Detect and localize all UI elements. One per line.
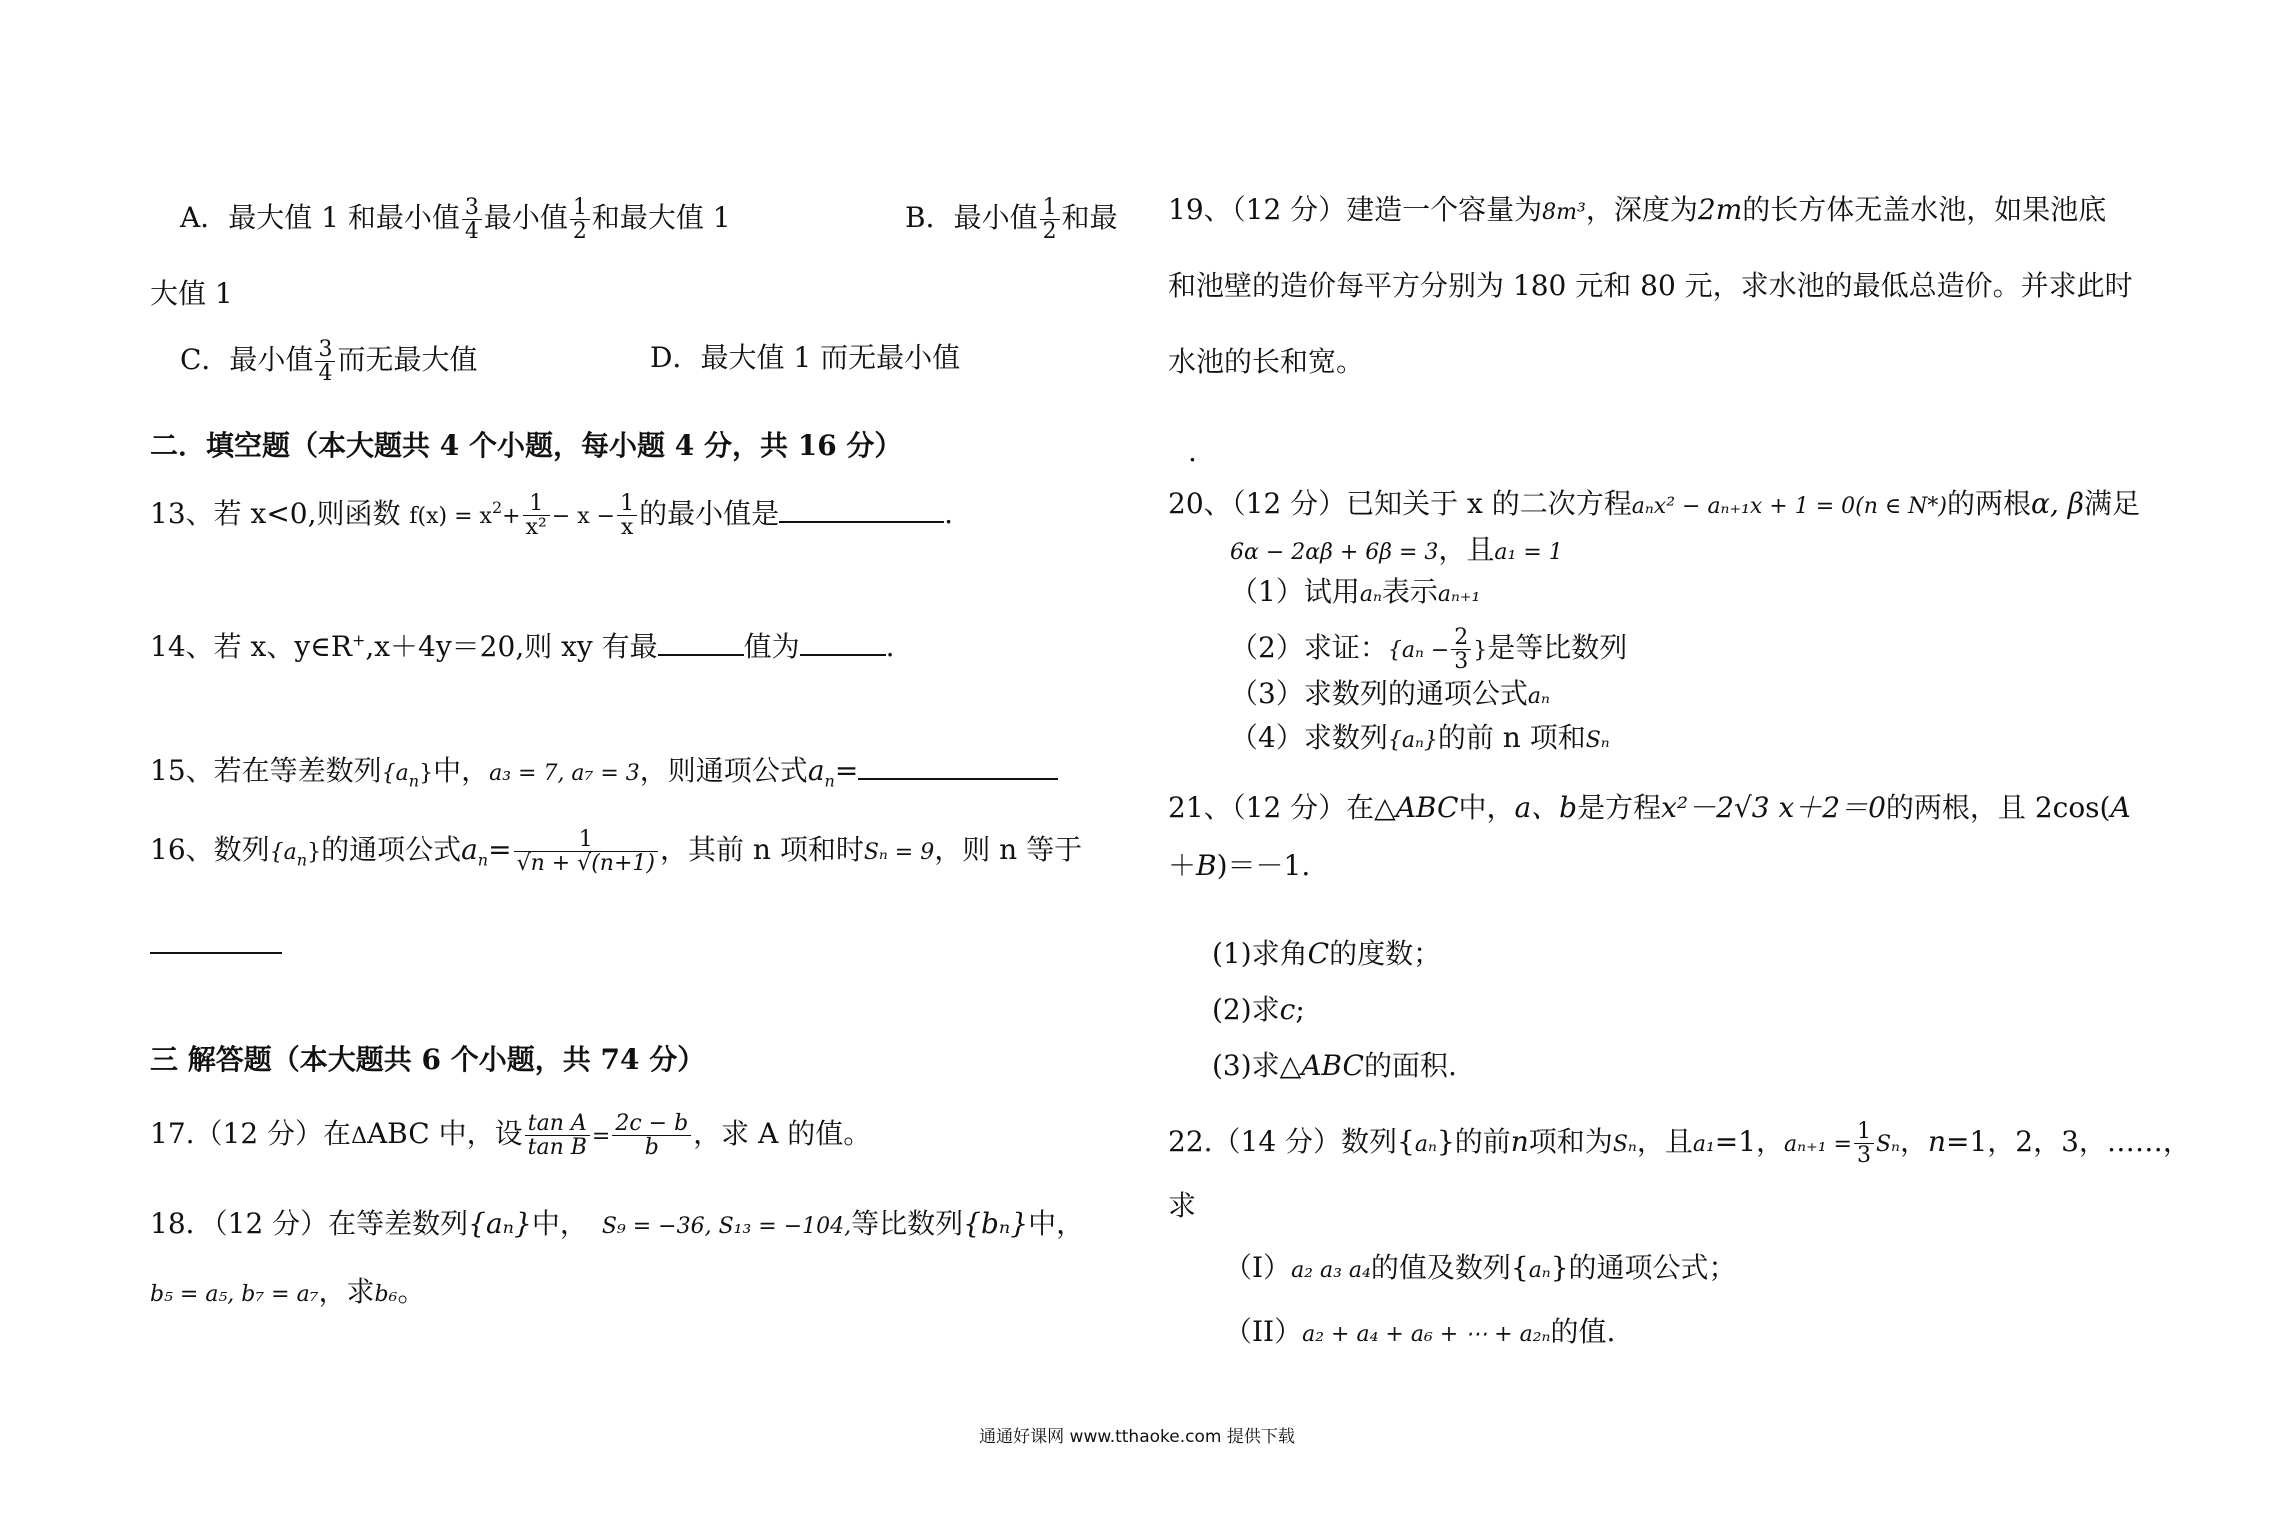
q21-equation: x²－2√3 x＋2＝0 bbox=[1661, 791, 1886, 824]
q21-p2-text: (2)求 bbox=[1212, 993, 1280, 1026]
q20-p2-frac bbox=[1451, 626, 1471, 673]
q14-sup: + bbox=[351, 630, 366, 650]
q22-post: ， bbox=[1899, 1125, 1928, 1159]
q20-p4-mid: 的前 n 项和 bbox=[1437, 721, 1586, 754]
q17-mid: ABC 中，设 bbox=[366, 1117, 523, 1151]
q21-post: 的两根，且 2cos( bbox=[1885, 791, 2111, 824]
frac-num: 3 bbox=[462, 196, 482, 220]
q16-seq: {a bbox=[269, 840, 297, 866]
q17-triangle: Δ bbox=[351, 1124, 367, 1150]
q16-an: a bbox=[461, 833, 478, 867]
q15-cond: a₃ = 7, a₇ = 3 bbox=[489, 761, 640, 786]
q20-line2 bbox=[1230, 533, 1563, 566]
q20-p4-text: （4）求数列 bbox=[1230, 721, 1388, 754]
q18-line2-end: 。 bbox=[397, 1275, 426, 1308]
q16-mid: 的通项公式 bbox=[321, 833, 462, 867]
q22-p2-sum: a₂ + a₄ + a₆ + ⋯ + a₂ₙ bbox=[1302, 1322, 1551, 1347]
q21-ab: a、b bbox=[1514, 791, 1578, 824]
q20-part3 bbox=[1230, 677, 1550, 710]
q22-line2: 求 bbox=[1168, 1189, 1197, 1222]
q21-p2-post: ; bbox=[1295, 993, 1305, 1026]
q15-post: ，则通项公式 bbox=[639, 754, 808, 787]
q16-answer-blank[interactable] bbox=[150, 926, 282, 959]
q15-mid: 中， bbox=[433, 754, 490, 787]
q12-b-post: 和最 bbox=[1061, 201, 1118, 235]
q16-blank-line[interactable] bbox=[150, 926, 282, 954]
q21-mid: 中， bbox=[1458, 791, 1515, 824]
q16-frac bbox=[514, 828, 658, 875]
q17 bbox=[150, 1112, 871, 1159]
q13-end: . bbox=[944, 497, 953, 531]
frac-num: 2 bbox=[1451, 626, 1471, 650]
q17-post: ，求 A 的值。 bbox=[693, 1117, 872, 1151]
q22-end: =1，2，3，……， bbox=[1946, 1125, 2191, 1159]
q12-a-frac1 bbox=[462, 196, 482, 243]
frac-den: x bbox=[620, 515, 634, 541]
q22-part2 bbox=[1224, 1315, 1616, 1348]
q22-p1-text: （I） bbox=[1224, 1251, 1292, 1284]
q22-p1-mid: 的值及数列{ bbox=[1370, 1251, 1529, 1284]
q20-line1 bbox=[1168, 487, 2140, 520]
q21-p3-abc: ABC bbox=[1301, 1049, 1364, 1082]
q21-abc: ABC bbox=[1395, 791, 1459, 824]
q19-volume: 8m³ bbox=[1542, 200, 1586, 225]
q12-option-d: D．最大值 1 而无最小值 bbox=[650, 341, 961, 374]
q21-l2-post: )＝－1. bbox=[1216, 849, 1311, 882]
frac-den: x² bbox=[525, 515, 547, 541]
q13 bbox=[150, 492, 953, 539]
q15-answer-blank[interactable] bbox=[858, 752, 1058, 780]
q22-text: 22.（14 分）数列{ bbox=[1168, 1125, 1415, 1159]
q20-p2-seq: {aₙ − bbox=[1387, 638, 1450, 664]
q22-an1: aₙ₊₁ = bbox=[1784, 1132, 1852, 1158]
frac-den: 3 bbox=[1856, 1143, 1871, 1169]
q15-an-sub: n bbox=[824, 771, 835, 791]
q21-p2-c: c bbox=[1279, 993, 1296, 1026]
q18-b6: b₆ bbox=[374, 1282, 398, 1307]
q12-a-post: 和最大值 1 bbox=[591, 201, 731, 235]
q13-func: f(x) = x bbox=[409, 504, 492, 530]
q19-line1 bbox=[1168, 193, 2107, 226]
frac-den: 2 bbox=[572, 219, 587, 245]
q12-c-text: C．最小值 bbox=[180, 343, 314, 377]
q21-A: A bbox=[2110, 791, 2131, 824]
q14-blank-2[interactable] bbox=[800, 628, 886, 656]
section2-title: 二．填空题（本大题共 4 个小题，每小题 4 分，共 16 分） bbox=[150, 429, 903, 462]
q22-mid: }的前 bbox=[1436, 1125, 1511, 1159]
q21-part1 bbox=[1212, 937, 1442, 970]
frac-den: √n + √(n+1) bbox=[516, 851, 655, 877]
q22-sn: Sₙ bbox=[1612, 1132, 1637, 1158]
q16-eq: = bbox=[488, 833, 512, 867]
q12-option-b-cont: 大值 1 bbox=[150, 277, 233, 310]
q22-an: aₙ bbox=[1414, 1132, 1437, 1158]
stray-dot: . bbox=[1188, 435, 1197, 468]
q18-line2 bbox=[150, 1275, 426, 1308]
q20-p3-text: （3）求数列的通项公式 bbox=[1230, 677, 1528, 710]
q15-an: a bbox=[807, 754, 825, 787]
q20-a1: a₁ = 1 bbox=[1494, 540, 1563, 565]
q12-a-text: A．最大值 1 和最小值 bbox=[180, 201, 460, 235]
q22-n: n bbox=[1510, 1125, 1529, 1159]
q18-line1 bbox=[150, 1207, 1085, 1240]
q16-text: 16、数列 bbox=[150, 833, 270, 867]
q19-depth: 2m bbox=[1697, 193, 1743, 226]
q18-text: 18．（12 分）在等差数列 bbox=[150, 1207, 469, 1240]
q21-plus: ＋ bbox=[1168, 849, 1197, 882]
q12-a-mid: 最小值 bbox=[483, 201, 568, 235]
q13-answer-blank[interactable] bbox=[779, 495, 944, 523]
frac-den: 4 bbox=[464, 219, 479, 245]
q15 bbox=[150, 752, 1058, 790]
q20-p2-text: （2）求证： bbox=[1230, 631, 1388, 665]
q19-post: 的长方体无盖水池，如果池底 bbox=[1742, 193, 2107, 226]
q14 bbox=[150, 628, 895, 661]
q22-p1-an: aₙ bbox=[1528, 1258, 1551, 1283]
q16-seq-sub: n bbox=[296, 850, 308, 870]
q20-cond: 6α − 2αβ + 6β = 3 bbox=[1230, 540, 1439, 565]
q12-b-frac bbox=[1040, 196, 1060, 243]
frac-den: tan B bbox=[527, 1135, 587, 1161]
q12-option-a bbox=[180, 196, 731, 243]
q15-text: 15、若在等差数列 bbox=[150, 754, 382, 787]
q21-part2 bbox=[1212, 993, 1305, 1026]
q17-eq: = bbox=[591, 1124, 611, 1150]
q21-p1-C: C bbox=[1307, 937, 1330, 970]
q20-roots: α, β bbox=[2031, 487, 2084, 520]
q18-cond: S₉ = −36, S₁₃ = −104, bbox=[601, 1214, 852, 1239]
q16-end: ，则 n 等于 bbox=[934, 833, 1083, 867]
q20-p3-an: aₙ bbox=[1527, 684, 1550, 709]
q16-post: ，其前 n 项和时 bbox=[659, 833, 864, 867]
q21-p1-text: (1)求角 bbox=[1212, 937, 1308, 970]
q21-p3-text: (3)求△ bbox=[1212, 1049, 1302, 1082]
section3-title: 三 解答题（本大题共 6 个小题，共 74 分） bbox=[150, 1043, 706, 1076]
q19-line3: 水池的长和宽。 bbox=[1168, 345, 1365, 378]
q21-line1 bbox=[1168, 791, 2131, 824]
q12-b-text: B．最小值 bbox=[905, 201, 1038, 235]
q19-mid: ，深度为 bbox=[1585, 193, 1698, 226]
q20-equation: aₙx² − aₙ₊₁x + 1 = 0(n ∈ N*) bbox=[1631, 494, 1948, 519]
q13-frac2 bbox=[617, 492, 637, 539]
frac-den: 3 bbox=[1454, 649, 1469, 675]
q18-seq: {aₙ} bbox=[468, 1207, 532, 1240]
q20-part2 bbox=[1230, 626, 1627, 673]
q20-p1-an1: aₙ₊₁ bbox=[1437, 582, 1481, 607]
frac-num: 3 bbox=[315, 338, 335, 362]
q13-text: 13、若 x<0,则函数 bbox=[150, 497, 401, 531]
q18-seq2: {bₙ} bbox=[963, 1207, 1029, 1240]
q20-p1-an: aₙ bbox=[1359, 582, 1382, 607]
q12-option-c bbox=[180, 338, 477, 385]
q20-p4-sn: Sₙ bbox=[1585, 728, 1610, 753]
q20-p1-text: （1）试用 bbox=[1230, 575, 1360, 608]
q18-mid: 中， bbox=[531, 1207, 588, 1240]
q22-n2: n bbox=[1927, 1125, 1946, 1159]
q20-p2-post: 是等比数列 bbox=[1487, 631, 1628, 665]
q20-end: 满足 bbox=[2083, 487, 2140, 520]
q20-p4-seq: {aₙ} bbox=[1387, 728, 1438, 753]
q22-p2-post: 的值. bbox=[1550, 1315, 1616, 1348]
q17-frac2 bbox=[612, 1112, 691, 1159]
q22-a1: a₁ bbox=[1692, 1132, 1715, 1158]
q20-part1 bbox=[1230, 575, 1481, 608]
q17-text: 17.（12 分）在 bbox=[150, 1117, 352, 1151]
q15-seq-end: } bbox=[419, 761, 434, 786]
q13-minus: − x − bbox=[551, 504, 616, 530]
q22-frac bbox=[1854, 1120, 1874, 1167]
q14-end: . bbox=[885, 630, 895, 663]
q22-p1-terms: a₂ a₃ a₄ bbox=[1291, 1258, 1371, 1283]
q16 bbox=[150, 828, 1082, 875]
q21-p3-post: 的面积. bbox=[1363, 1049, 1457, 1082]
frac-den: 4 bbox=[318, 361, 333, 387]
q22-mid4: =1， bbox=[1714, 1125, 1785, 1159]
q20-p1-mid: 表示 bbox=[1381, 575, 1438, 608]
q16-sn: Sₙ = 9 bbox=[863, 840, 935, 866]
q21-mid2: 是方程 bbox=[1577, 791, 1662, 824]
q20-part4 bbox=[1230, 721, 1610, 754]
q14-blank-1[interactable] bbox=[658, 628, 744, 656]
frac-num: 1 bbox=[1040, 196, 1060, 220]
q21-B: B bbox=[1196, 849, 1217, 882]
q18-post: 等比数列 bbox=[851, 1207, 964, 1240]
q12-option-b bbox=[905, 196, 1118, 243]
q13-plus: + bbox=[502, 504, 521, 530]
q22-mid3: ，且 bbox=[1636, 1125, 1693, 1159]
q21-text: 21、（12 分）在△ bbox=[1168, 791, 1396, 824]
q18-end: 中， bbox=[1028, 1207, 1085, 1240]
q12-c-frac bbox=[315, 338, 335, 385]
q13-post: 的最小值是 bbox=[639, 497, 780, 531]
q22-line1 bbox=[1168, 1120, 2191, 1167]
q13-frac1 bbox=[523, 492, 550, 539]
q21-part3 bbox=[1212, 1049, 1457, 1082]
frac-den: b bbox=[644, 1135, 659, 1161]
q19-text: 19、（12 分）建造一个容量为 bbox=[1168, 193, 1543, 226]
q16-an-sub: n bbox=[477, 850, 489, 870]
frac-num: 1 bbox=[514, 828, 658, 852]
frac-num: 1 bbox=[570, 196, 590, 220]
frac-num: 1 bbox=[523, 492, 550, 516]
q22-part1 bbox=[1224, 1251, 1737, 1284]
frac-num: 1 bbox=[617, 492, 637, 516]
q17-frac1 bbox=[525, 1112, 590, 1159]
q15-seq-sub: n bbox=[408, 771, 420, 791]
q22-p1-post: }的通项公式； bbox=[1550, 1251, 1737, 1284]
q16-seq-end: } bbox=[307, 840, 322, 866]
q14-mid: ,x＋4y＝20,则 xy 有最 bbox=[365, 630, 658, 663]
q20-post: 的两根 bbox=[1947, 487, 2032, 520]
q12-a-frac2 bbox=[570, 196, 590, 243]
frac-num: 1 bbox=[1854, 1120, 1874, 1144]
q21-p1-post: 的度数； bbox=[1329, 937, 1442, 970]
q18-line2-post: ，求 bbox=[318, 1275, 375, 1308]
q22-mid2: 项和为 bbox=[1528, 1125, 1613, 1159]
q19-line2: 和池壁的造价每平方分别为 180 元和 80 元，求水池的最低总造价。并求此时 bbox=[1168, 269, 2133, 302]
q12-c-post: 而无最大值 bbox=[337, 343, 478, 377]
q13-sq: 2 bbox=[491, 497, 503, 517]
q18-line2-cond: b₅ = a₅, b₇ = a₇ bbox=[150, 1282, 319, 1307]
q15-eq: = bbox=[834, 754, 859, 787]
frac-num: 2c − b bbox=[612, 1112, 691, 1136]
q15-seq: {a bbox=[381, 761, 409, 786]
q22-sn2: Sₙ bbox=[1875, 1132, 1900, 1158]
q14-mid2: 值为 bbox=[743, 630, 800, 663]
q20-p2-seq-end: } bbox=[1473, 638, 1488, 664]
frac-den: 2 bbox=[1042, 219, 1057, 245]
q20-text: 20、（12 分）已知关于 x 的二次方程 bbox=[1168, 487, 1632, 520]
q20-l2-post: ，且 bbox=[1438, 533, 1495, 566]
frac-num: tan A bbox=[525, 1112, 590, 1136]
q22-p2-text: （II） bbox=[1224, 1315, 1303, 1348]
q21-line2 bbox=[1168, 849, 1311, 882]
page-footer: 通通好课网 www.tthaoke.com 提供下载 bbox=[979, 1427, 1295, 1447]
q14-text: 14、若 x、y∈R bbox=[150, 630, 352, 663]
